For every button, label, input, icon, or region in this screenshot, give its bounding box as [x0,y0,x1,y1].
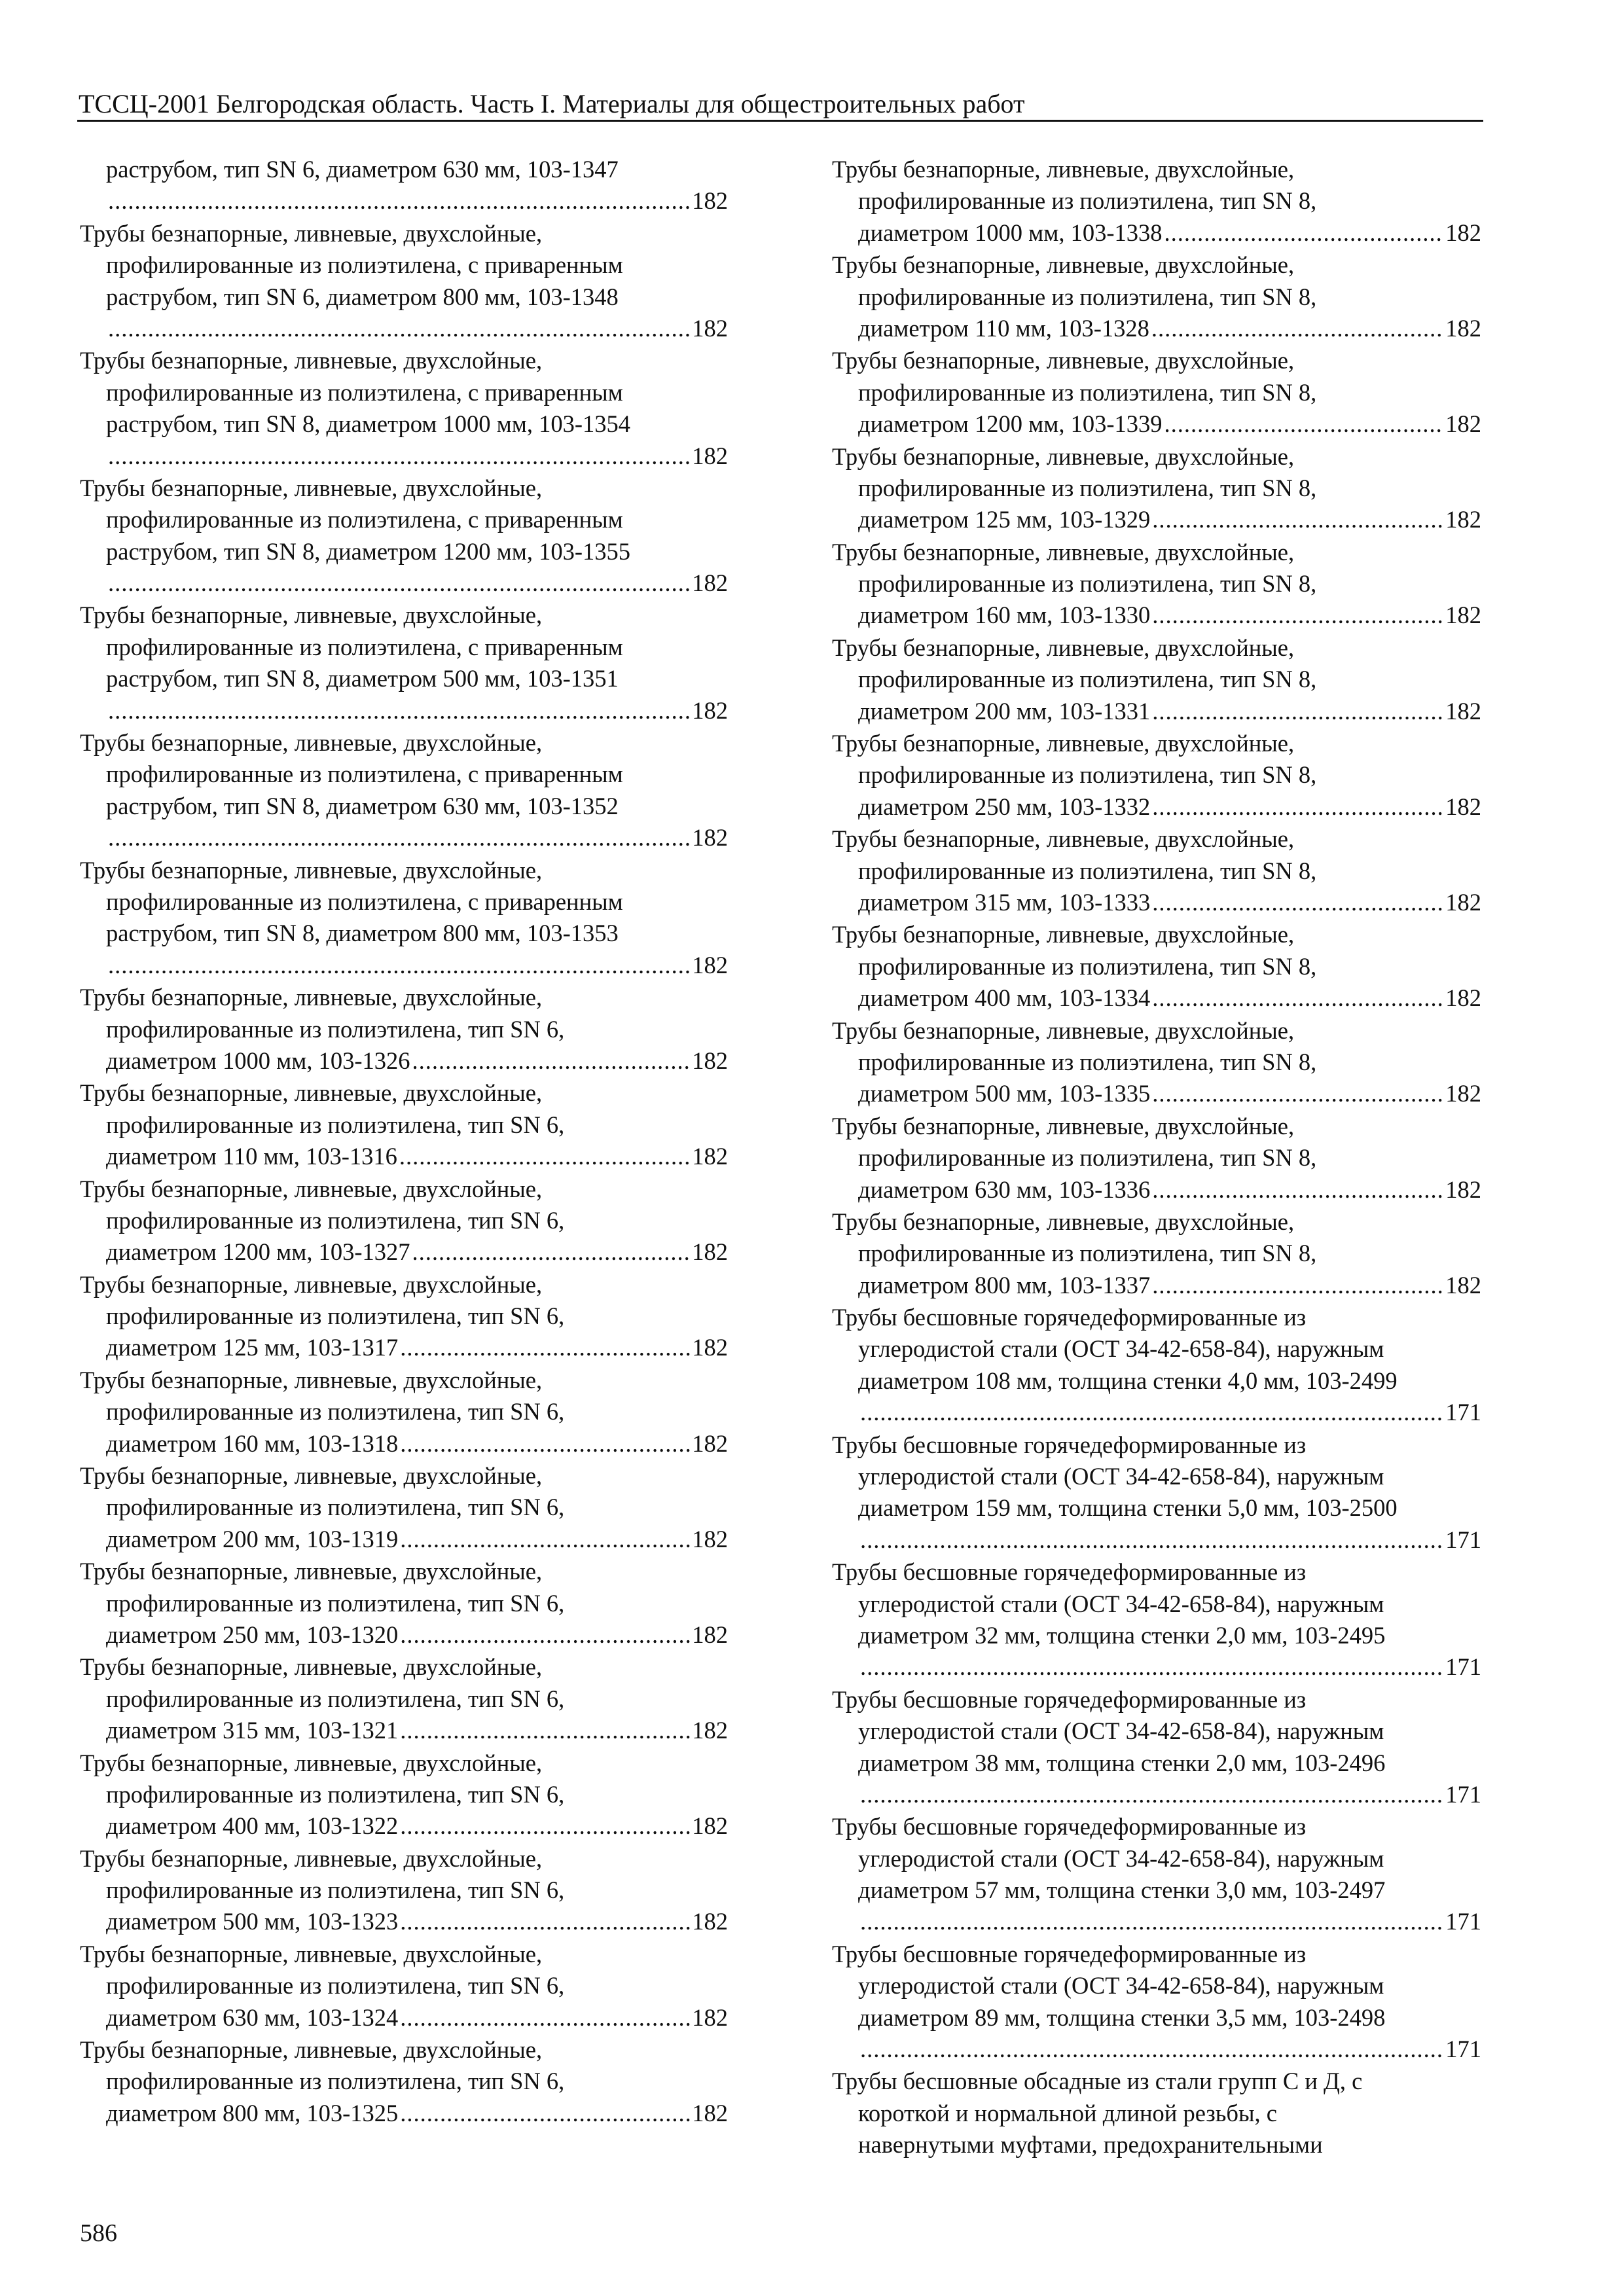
entry-page-number: 182 [692,2003,728,2031]
entry-leader-line [80,1332,728,1363]
entry-page-number: 171 [1445,1780,1481,1808]
dot-leader [400,1524,690,1555]
entry-leader-text: диаметром 125 мм, 103-1329 [858,506,1151,533]
entry-page-number: 182 [692,824,728,852]
index-entry [832,823,1481,918]
entry-continuation-line: диаметром 89 мм, толщина стенки 3,5 мм, 103-2498 [858,2003,1386,2031]
entry-continuation-line: профилированные из полиэтилена, с приваренным [106,888,623,915]
entry-page-number: 182 [692,2099,728,2126]
dot-leader [860,1524,1443,1556]
entry-continuation-line: профилированные из полиэтилена, тип SN 8, [858,666,1317,693]
entry-continuation-line: углеродистой стали (ОСТ 34-42-658-84), наружным [858,1590,1384,1617]
dot-leader [400,1619,690,1651]
index-entry [832,345,1481,440]
entry-page-number: 182 [1445,314,1481,342]
entry-leader-text: диаметром 800 мм, 103-1325 [106,2099,399,2126]
index-entry [832,1811,1481,1938]
index-entry [80,1843,728,1938]
entry-leader-line [80,1045,728,1077]
index-entry [80,1174,728,1268]
dot-leader [1152,1174,1443,1206]
dot-leader [399,1141,690,1172]
entry-page-number: 182 [1445,219,1481,246]
index-entry [832,1556,1481,1683]
entry-heading-line: Трубы безнапорные, ливневые, двухслойные, [80,856,543,884]
page-number: 586 [80,2219,117,2247]
dot-leader [860,1397,1443,1428]
dot-leader [108,313,690,344]
entry-heading-line: Трубы безнапорные, ливневые, двухслойные, [832,251,1295,279]
entry-continuation-line: профилированные из полиэтилена, тип SN 6, [106,2068,565,2095]
entry-heading-line: Трубы бесшовные горячедеформированные из [832,1813,1307,1840]
entry-continuation-line: раструбом, тип SN 6, диаметром 800 мм, 103-1348 [106,283,619,310]
entry-continuation-line: раструбом, тип SN 8, диаметром 500 мм, 103-1351 [106,665,619,692]
entry-leader-text: диаметром 200 мм, 103-1319 [106,1525,399,1552]
entry-leader-line [832,1174,1481,1206]
entry-leader-text: диаметром 250 мм, 103-1320 [106,1621,399,1648]
entry-leader-line [80,950,728,981]
entry-continuation-line: профилированные из полиэтилена, тип SN 8, [858,857,1317,884]
entry-leader-text: диаметром 315 мм, 103-1333 [858,888,1151,916]
dot-leader [412,1236,691,1268]
entry-continuation-line: углеродистой стали (ОСТ 34-42-658-84), наружным [858,1463,1384,1490]
entry-continuation-line: профилированные из полиэтилена, тип SN 6, [106,1876,565,1904]
entry-page-number: 182 [692,1238,728,1266]
entry-heading-line: Трубы безнапорные, ливневые, двухслойные, [80,1270,543,1298]
entry-continuation-line: профилированные из полиэтилена, тип SN 6, [106,1589,565,1617]
entry-leader-text: диаметром 160 мм, 103-1318 [106,1429,399,1457]
dot-leader [1152,791,1443,823]
index-entry [80,1460,728,1555]
index-column-right [832,154,1481,2162]
dot-leader [860,2034,1443,2065]
entry-leader-line [832,1524,1481,1556]
entry-heading-line: Трубы безнапорные, ливневые, двухслойные, [80,474,543,501]
dot-leader [1164,408,1444,440]
entry-heading-line: Трубы безнапорные, ливневые, двухслойные, [80,1940,543,1967]
entry-heading-line: Трубы бесшовные горячедеформированные из [832,1431,1307,1458]
entry-heading-line: Трубы бесшовные горячедеформированные из [832,1558,1307,1586]
entry-heading-line: Трубы безнапорные, ливневые, двухслойные, [80,984,543,1011]
entry-heading-line: Трубы безнапорные, ливневые, двухслойные, [80,1079,543,1107]
dot-leader [860,1779,1443,1810]
entry-continuation-line: углеродистой стали (ОСТ 34-42-658-84), наружным [858,1717,1384,1745]
entry-continuation-line: профилированные из полиэтилена, тип SN 6, [106,1780,565,1808]
index-entry [832,1302,1481,1429]
entry-continuation-line: профилированные из полиэтилена, тип SN 8, [858,187,1317,215]
index-entry [832,1429,1481,1556]
entry-page-number: 182 [692,1334,728,1361]
dot-leader [400,1906,690,1937]
dot-leader [400,1332,690,1363]
entry-continuation-line: диаметром 57 мм, толщина стенки 3,0 мм, 103-2497 [858,1876,1386,1904]
entry-continuation-line: раструбом, тип SN 8, диаметром 1000 мм, 103-1354 [106,410,630,438]
entry-heading-line: Трубы безнапорные, ливневые, двухслойные, [832,156,1295,183]
entry-leader-line [832,217,1481,249]
entry-page-number: 182 [1445,1175,1481,1203]
dot-leader [1152,696,1443,727]
entry-heading-line: Трубы безнапорные, ливневые, двухслойные, [832,1208,1295,1235]
dot-leader [108,695,690,726]
entry-heading-line: Трубы безнапорные, ливневые, двухслойные, [832,634,1295,661]
header-rule [77,120,1483,122]
index-entry [832,154,1481,249]
entry-heading-line: Трубы безнапорные, ливневые, двухслойные, [80,601,543,629]
index-entry [832,249,1481,344]
entry-leader-line [832,1270,1481,1301]
dot-leader [1152,887,1443,918]
entry-continuation-line: навернутыми муфтами, предохранительными [858,2131,1323,2159]
index-entry [832,919,1481,1014]
entry-leader-line [80,567,728,599]
entry-continuation-line: раструбом, тип SN 8, диаметром 800 мм, 103-1353 [106,920,619,947]
entry-continuation-line: профилированные из полиэтилена, тип SN 8, [858,1144,1317,1172]
entry-heading-line: Трубы безнапорные, ливневые, двухслойные, [80,1462,543,1490]
entry-leader-text: диаметром 1200 мм, 103-1327 [106,1238,410,1266]
dot-leader [108,567,690,599]
entry-leader-text: диаметром 200 мм, 103-1331 [858,697,1151,725]
entry-heading-line: Трубы безнапорные, ливневые, двухслойные, [832,1112,1295,1139]
entry-leader-text: диаметром 250 мм, 103-1332 [858,793,1151,820]
entry-leader-text: диаметром 315 мм, 103-1321 [106,1717,399,1744]
entry-leader-line [80,1428,728,1460]
dot-leader [1152,1270,1443,1301]
entry-leader-text: диаметром 630 мм, 103-1336 [858,1175,1151,1203]
entry-continuation-line: профилированные из полиэтилена, тип SN 8, [858,570,1317,598]
index-entry [832,632,1481,727]
entry-page-number: 182 [692,314,728,342]
entry-continuation-line: профилированные из полиэтилена, тип SN 8, [858,1048,1317,1075]
entry-leader-line [80,313,728,344]
entry-continuation-line: профилированные из полиэтилена, тип SN 8, [858,952,1317,980]
entry-page-number: 182 [1445,601,1481,629]
entry-leader-text: диаметром 110 мм, 103-1316 [106,1143,397,1170]
entry-page-number: 182 [1445,410,1481,438]
entry-heading-line: Трубы бесшовные горячедеформированные из [832,1940,1307,1967]
entry-page-number: 182 [1445,697,1481,725]
index-entry [832,1111,1481,1206]
entry-heading-line: Трубы безнапорные, ливневые, двухслойные, [832,921,1295,948]
entry-continuation-line: раструбом, тип SN 6, диаметром 630 мм, 103-1347 [106,156,619,183]
entry-leader-text: диаметром 1000 мм, 103-1338 [858,219,1163,246]
entry-leader-line [80,1715,728,1746]
index-entry [832,1684,1481,1811]
index-entry [832,728,1481,823]
entry-continuation-line: диаметром 32 мм, толщина стенки 2,0 мм, 103-2495 [858,1621,1386,1649]
entry-leader-line [80,440,728,472]
entry-leader-text: диаметром 1200 мм, 103-1339 [858,410,1163,438]
dot-leader [1164,217,1444,249]
index-entry [80,154,728,217]
entry-leader-text: диаметром 500 мм, 103-1323 [106,1908,399,1935]
entry-continuation-line: диаметром 38 мм, толщина стенки 2,0 мм, 103-2496 [858,1749,1386,1776]
entry-page-number: 182 [1445,1080,1481,1107]
entry-page-number: 182 [692,187,728,215]
entry-continuation-line: углеродистой стали (ОСТ 34-42-658-84), наружным [858,1335,1384,1363]
dot-leader [400,1715,690,1746]
entry-heading-line: Трубы безнапорные, ливневые, двухслойные, [80,1844,543,1872]
entry-heading-line: Трубы бесшовные обсадные из стали групп С и Д, с [832,2068,1363,2095]
entry-leader-text: диаметром 400 мм, 103-1334 [858,984,1151,1012]
entry-continuation-line: профилированные из полиэтилена, тип SN 8, [858,1240,1317,1267]
index-entry [80,1651,728,1746]
entry-leader-line [832,313,1481,344]
entry-leader-line [80,1141,728,1172]
entry-heading-line: Трубы бесшовные горячедеформированные из [832,1685,1307,1713]
index-entry [832,1015,1481,1110]
entry-leader-line [80,695,728,726]
entry-heading-line: Трубы безнапорные, ливневые, двухслойные, [80,347,543,374]
entry-page-number: 182 [692,951,728,978]
entry-page-number: 182 [1445,984,1481,1012]
entry-leader-text: диаметром 630 мм, 103-1324 [106,2003,399,2031]
entry-leader-text: диаметром 110 мм, 103-1328 [858,314,1149,342]
entry-continuation-line: профилированные из полиэтилена, тип SN 8, [858,283,1317,310]
entry-continuation-line: профилированные из полиэтилена, тип SN 8, [858,474,1317,501]
entry-continuation-line: профилированные из полиэтилена, тип SN 8, [858,761,1317,789]
entry-page-number: 182 [692,1525,728,1552]
entry-continuation-line: профилированные из полиэтилена, тип SN 6, [106,1398,565,1426]
entry-leader-line [80,2098,728,2129]
entry-heading-line: Трубы безнапорные, ливневые, двухслойные, [80,1749,543,1776]
entry-page-number: 182 [692,1717,728,1744]
entry-continuation-line: профилированные из полиэтилена, с приваренным [106,251,623,279]
running-header: ТССЦ-2001 Белгородская область. Часть I. Материалы для общестроительных работ [79,89,1025,118]
entry-leader-text: диаметром 1000 мм, 103-1326 [106,1047,410,1074]
dot-leader [1152,1078,1443,1109]
dot-leader [860,1906,1443,1937]
entry-continuation-line: углеродистой стали (ОСТ 34-42-658-84), наружным [858,1972,1384,2000]
entry-continuation-line: профилированные из полиэтилена, тип SN 6, [106,1111,565,1138]
entry-leader-line [80,185,728,217]
entry-continuation-line: профилированные из полиэтилена, тип SN 6, [106,1015,565,1043]
dot-leader [400,1428,690,1460]
entry-page-number: 171 [1445,1526,1481,1553]
entry-heading-line: Трубы безнапорные, ливневые, двухслойные, [80,729,543,757]
entry-leader-line [80,2002,728,2034]
entry-leader-line [832,887,1481,918]
entry-continuation-line: профилированные из полиэтилена, с приваренным [106,633,623,660]
entry-page-number: 182 [692,569,728,597]
entry-page-number: 182 [692,1047,728,1074]
entry-leader-line [832,1779,1481,1810]
entry-leader-line [832,1078,1481,1109]
index-entry [80,218,728,345]
entry-heading-line: Трубы безнапорные, ливневые, двухслойные, [832,538,1295,565]
entry-leader-text: диаметром 400 мм, 103-1322 [106,1812,399,1840]
entry-leader-line [832,791,1481,823]
index-entry [832,1939,1481,2066]
index-entry [80,855,728,982]
entry-continuation-line: профилированные из полиэтилена, тип SN 8, [858,378,1317,406]
index-entry [80,1556,728,1651]
entry-page-number: 171 [1445,2036,1481,2063]
entry-heading-line: Трубы безнапорные, ливневые, двухслойные, [80,1175,543,1202]
dot-leader [1151,313,1443,344]
entry-heading-line: Трубы безнапорные, ливневые, двухслойные, [80,2036,543,2064]
entry-page-number: 182 [1445,506,1481,533]
entry-continuation-line: диаметром 108 мм, толщина стенки 4,0 мм, 103-2499 [858,1367,1398,1394]
entry-page-number: 182 [1445,793,1481,820]
entry-leader-line [832,2034,1481,2065]
entry-heading-line: Трубы безнапорные, ливневые, двухслойные, [832,347,1295,374]
entry-heading-line: Трубы безнапорные, ливневые, двухслойные, [832,730,1295,757]
index-entry [80,727,728,854]
entry-page-number: 171 [1445,1399,1481,1426]
entry-leader-text: диаметром 800 мм, 103-1337 [858,1271,1151,1299]
entry-continuation-line: раструбом, тип SN 8, диаметром 630 мм, 103-1352 [106,792,619,819]
entry-leader-line [80,1810,728,1842]
entry-continuation-line: профилированные из полиэтилена, с приваренным [106,378,623,406]
entry-page-number: 171 [1445,1908,1481,1935]
dot-leader [108,440,690,472]
entry-continuation-line: диаметром 159 мм, толщина стенки 5,0 мм, 103-2500 [858,1494,1398,1522]
entry-continuation-line: профилированные из полиэтилена, тип SN 6, [106,1494,565,1521]
entry-leader-line [832,600,1481,631]
dot-leader [108,950,690,981]
entry-leader-line [832,408,1481,440]
entry-continuation-line: короткой и нормальной длиной резьбы, с [858,2099,1277,2126]
entry-page-number: 182 [692,1908,728,1935]
entry-leader-line [80,1236,728,1268]
dot-leader [1152,982,1443,1014]
dot-leader [1152,504,1443,535]
dot-leader [108,822,690,853]
index-entry [80,982,728,1077]
entry-page-number: 182 [692,1429,728,1457]
entry-continuation-line: профилированные из полиэтилена, с приваренным [106,506,623,533]
entry-continuation-line: раструбом, тип SN 8, диаметром 1200 мм, 103-1355 [106,537,630,565]
entry-continuation-line: профилированные из полиэтилена, тип SN 6, [106,1302,565,1330]
entry-heading-line: Трубы безнапорные, ливневые, двухслойные, [80,219,543,247]
dot-leader [860,1651,1443,1683]
entry-continuation-line: углеродистой стали (ОСТ 34-42-658-84), наружным [858,1844,1384,1872]
entry-page-number: 182 [692,442,728,469]
entry-page-number: 171 [1445,1653,1481,1681]
entry-page-number: 182 [692,1621,728,1648]
entry-heading-line: Трубы безнапорные, ливневые, двухслойные, [80,1558,543,1585]
index-entry [832,1206,1481,1301]
dot-leader [108,185,690,217]
index-entry [80,473,728,600]
entry-leader-text: диаметром 160 мм, 103-1330 [858,601,1151,629]
index-entry [832,2066,1481,2161]
index-entry [80,2034,728,2129]
dot-leader [1152,600,1443,631]
entry-continuation-line: профилированные из полиэтилена, с приваренным [106,761,623,788]
entry-heading-line: Трубы безнапорные, ливневые, двухслойные, [80,1653,543,1681]
index-entry [80,1365,728,1460]
entry-leader-line [832,696,1481,727]
entry-leader-line [832,982,1481,1014]
entry-leader-line [832,1651,1481,1683]
entry-leader-line [80,1619,728,1651]
entry-heading-line: Трубы безнапорные, ливневые, двухслойные, [832,1016,1295,1044]
dot-leader [400,2098,690,2129]
index-entry [832,537,1481,632]
entry-page-number: 182 [1445,1271,1481,1299]
entry-page-number: 182 [692,696,728,724]
index-entry [80,600,728,726]
entry-heading-line: Трубы безнапорные, ливневые, двухслойные, [832,442,1295,470]
entry-leader-line [832,1906,1481,1937]
entry-page-number: 182 [1445,888,1481,916]
dot-leader [400,2002,690,2034]
entry-continuation-line: профилированные из полиэтилена, тип SN 6, [106,1685,565,1712]
entry-leader-line [832,1397,1481,1428]
entry-heading-line: Трубы безнапорные, ливневые, двухслойные, [80,1366,543,1393]
index-entry [80,345,728,472]
index-entry [80,1269,728,1364]
index-entry [80,1077,728,1172]
entry-page-number: 182 [692,1812,728,1840]
entry-leader-text: диаметром 500 мм, 103-1335 [858,1080,1151,1107]
index-entry [80,1748,728,1842]
dot-leader [412,1045,691,1077]
entry-leader-line [80,1906,728,1937]
entry-heading-line: Трубы безнапорные, ливневые, двухслойные, [832,825,1295,853]
entry-leader-line [80,1524,728,1555]
index-column-left [80,154,728,2130]
entry-leader-line [832,504,1481,535]
dot-leader [400,1810,690,1842]
entry-continuation-line: профилированные из полиэтилена, тип SN 6, [106,1206,565,1234]
entry-leader-text: диаметром 125 мм, 103-1317 [106,1334,399,1361]
entry-continuation-line: профилированные из полиэтилена, тип SN 6, [106,1972,565,2000]
index-entry [80,1939,728,2034]
entry-heading-line: Трубы бесшовные горячедеформированные из [832,1304,1307,1331]
entry-leader-line [80,822,728,853]
index-entry [832,441,1481,536]
entry-page-number: 182 [692,1143,728,1170]
